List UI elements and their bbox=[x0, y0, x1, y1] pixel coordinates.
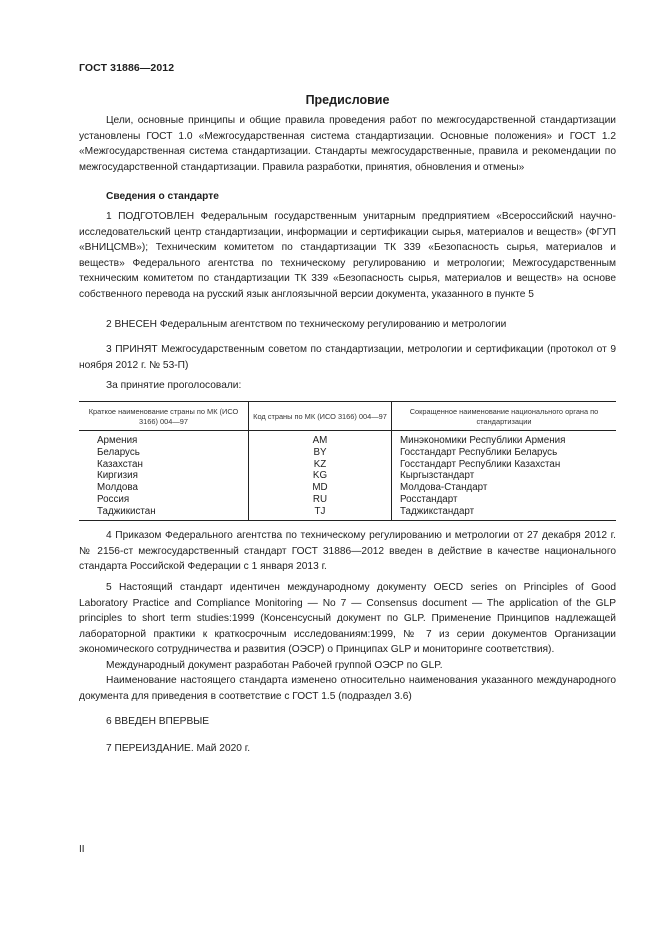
voting-table bbox=[79, 401, 616, 521]
table-row bbox=[79, 447, 616, 459]
organization-cell: Кыргызстандарт bbox=[392, 470, 617, 482]
organization-cell: Росстандарт bbox=[392, 494, 617, 506]
voted-label-block bbox=[79, 378, 616, 394]
table-row bbox=[79, 506, 616, 520]
document-code: ГОСТ 31886—2012 bbox=[79, 62, 175, 74]
country-cell: Киргизия bbox=[97, 470, 138, 482]
table-row bbox=[79, 431, 616, 447]
table-header-row bbox=[79, 402, 616, 431]
item-2-paragraph: 2 ВНЕСЕН Федеральным агентством по техническому регулированию и метрологии bbox=[106, 319, 507, 330]
item-5-paragraph: 5 Настоящий стандарт идентичен международному документу OECD series on Principles of Good Laboratory Practice and Compliance Monitoring — No 7 — Consensus document — The application of the GLP principles to short term studies:1999 (Консенсусный документ по GLP. Применение Принципов надлежащей лабораторной практики к краткосрочным исследованиям:1999, № 7 из серии документов Организации экономического сотрудничества и развития (ОЭСР) о Принципах GLP и мониторинге соответствия). bbox=[79, 582, 616, 655]
voted-label: За принятие проголосовали: bbox=[106, 380, 242, 391]
country-cell: Беларусь bbox=[97, 446, 140, 458]
item-6-paragraph: 6 ВВЕДЕН ВПЕРВЫЕ bbox=[106, 716, 210, 727]
item-6-block bbox=[79, 714, 616, 730]
intro-paragraph: Цели, основные принципы и общие правила проведения работ по межгосударственной стандартизации установлены ГОСТ 1.0 «Межгосударственная система стандартизации. Основные положения» и ГОСТ 1.2 «Межгосударственная система стандартизации. Стандарты межгосударственные, правила и рекомендации по межгосударственной стандартизации. Правила разработки, принятия, обновления и отмены» bbox=[79, 115, 616, 173]
code-cell: RU bbox=[249, 494, 392, 506]
info-heading: Сведения о стандарте bbox=[106, 191, 219, 202]
organization-cell: Минэкономики Республики Армения bbox=[392, 431, 617, 447]
organization-cell: Госстандарт Республики Беларусь bbox=[392, 447, 617, 459]
item-4-block bbox=[79, 528, 616, 575]
table-row bbox=[79, 470, 616, 482]
column-header-country: Краткое наименование страны по МК (ИСО 3166) 004—97 bbox=[79, 402, 249, 431]
code-cell: MD bbox=[249, 482, 392, 494]
item-5-block bbox=[79, 580, 616, 704]
code-cell: TJ bbox=[249, 506, 392, 520]
table-row bbox=[79, 459, 616, 471]
section-title: Предисловие bbox=[305, 93, 390, 107]
table-row bbox=[79, 482, 616, 494]
item-7-paragraph: 7 ПЕРЕИЗДАНИЕ. Май 2020 г. bbox=[106, 743, 251, 754]
country-cell: Россия bbox=[97, 493, 130, 505]
country-cell: Казахстан bbox=[97, 458, 143, 470]
item-3-paragraph: 3 ПРИНЯТ Межгосударственным советом по стандартизации, метрологии и сертификации (протокол от 9 ноября 2012 г. № 53-П) bbox=[79, 344, 616, 371]
item-7-block bbox=[79, 741, 616, 757]
intro-block bbox=[79, 113, 616, 175]
country-cell: Таджикистан bbox=[79, 506, 249, 520]
code-cell: KG bbox=[249, 470, 392, 482]
code-cell: AM bbox=[249, 431, 392, 447]
code-cell: BY bbox=[249, 447, 392, 459]
item-1-paragraph: 1 ПОДГОТОВЛЕН Федеральным государственным унитарным предприятием «Всероссийский научно-исследовательский центр стандартизации, информации и сертификации сырья, материалов и веществ» (ФГУП «ВНИЦСМВ»); Техническим комитетом по стандартизации ТК 339 «Безопасность сырья, материалов и веществ» Федерального агентства по техническому регулированию и метрологии; Межгосударственным техническим комитетом по стандартизации ТК 339 «Безопасность сырья, материалов и веществ» на основе собственного перевода на русский язык англоязычной версии документа, указанного в пункте 5 bbox=[79, 211, 616, 300]
table-row bbox=[79, 494, 616, 506]
column-header-code: Код страны по МК (ИСО 3166) 004—97 bbox=[249, 402, 392, 431]
item-5-name-paragraph: Наименование настоящего стандарта изменено относительно наименования указанного международного документа для приведения в соответствие с ГОСТ 1.5 (подраздел 3.6) bbox=[79, 675, 616, 702]
item-2-block bbox=[79, 317, 616, 333]
organization-cell: Госстандарт Республики Казахстан bbox=[392, 459, 617, 471]
item-5-developer-paragraph: Международный документ разработан Рабочей группой ОЭСР по GLP. bbox=[106, 659, 443, 671]
item-1-block bbox=[79, 209, 616, 302]
info-heading-block bbox=[79, 189, 616, 205]
item-3-block bbox=[79, 342, 616, 373]
code-cell: KZ bbox=[249, 459, 392, 471]
column-header-organization: Сокращенное наименование национального органа по стандартизации bbox=[392, 402, 617, 431]
page-number: II bbox=[79, 844, 85, 855]
item-4-paragraph: 4 Приказом Федерального агентства по техническому регулированию и метрологии от 27 декабря 2012 г. № 2156-ст межгосударственный стандарт ГОСТ 31886—2012 введен в действие в качестве национального стандарта Российской Федерации с 1 января 2013 г. bbox=[79, 530, 616, 572]
country-cell: Армения bbox=[97, 435, 138, 446]
country-cell: Молдова bbox=[97, 482, 138, 494]
organization-cell: Молдова-Стандарт bbox=[392, 482, 617, 494]
organization-cell: Таджикстандарт bbox=[392, 506, 617, 520]
